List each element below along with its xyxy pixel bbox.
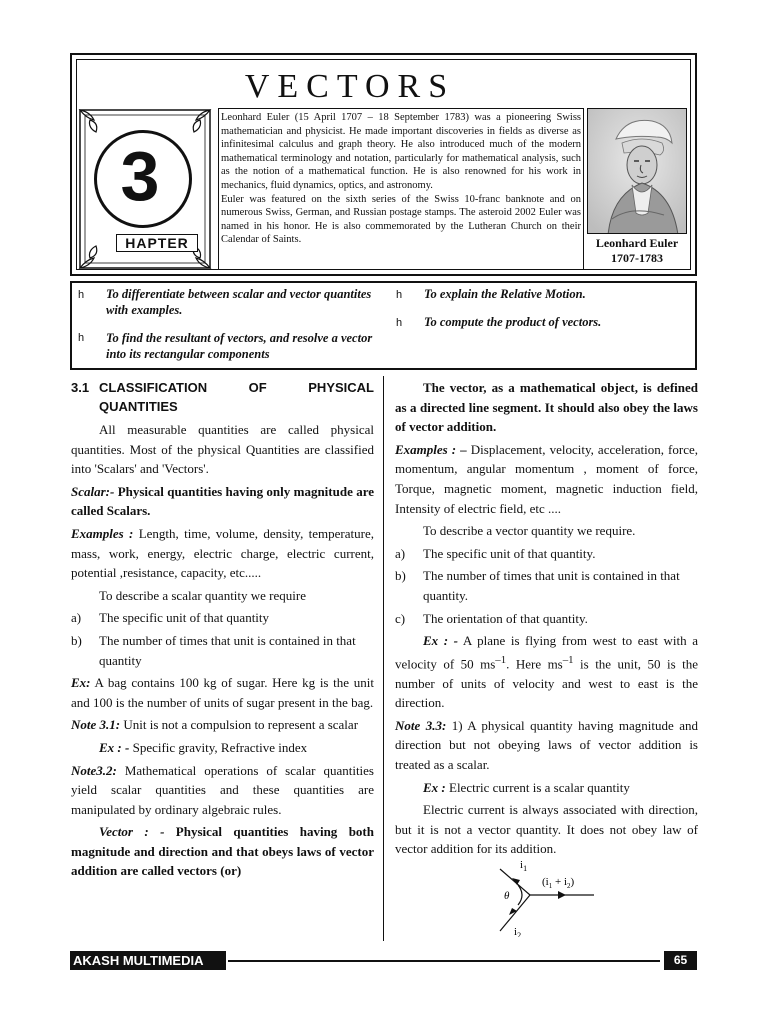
note-3-2: Note3.2: Mathematical operations of scalar quantities yield scalar quantities and these quantities are manipulated by ordinary algebraic rules. (71, 762, 374, 817)
objective-bullet: h (78, 332, 85, 344)
scalar-examples: Examples : Length, time, volume, density, temperature, mass, work, energy, electric charge, electric current, potential ,resistance, capacity, etc..... (71, 525, 374, 581)
publisher-label: AKASH MULTIMEDIA (70, 951, 226, 970)
column-divider (383, 376, 384, 941)
scalar-definition: Scalar:- Physical quantities having only magnitude are called Scalars. (71, 483, 374, 519)
bio-paragraph-1: Leonhard Euler (15 April 1707 – 18 September 1783) was a pioneering Swiss mathematician and physicist. He made important discoveries in fields as diverse as infinitesimal calculus and graph theory. He also introduced much of the modern mathematical terminology and notation, particularly for mathematical analysis, such as the notion of a mathematical function. He is also renowned for his work in mechanics, fluid dynamics, optics, and astronomy. (221, 112, 581, 191)
portrait-illustration (588, 109, 687, 234)
caption-name: Leonhard Euler (595, 236, 679, 250)
objective-1: To differentiate between scalar and vector quantites with examples. (106, 287, 372, 317)
intro-paragraph: All measurable quantities are called physical quantities. Most of the physical Quantities are classified into 'Scalars' and 'Vectors'. (71, 422, 374, 477)
list-item: b) The number of times that unit is contained in that quantity. (395, 568, 680, 603)
objective-4: To compute the product of vectors. (424, 315, 602, 329)
objective-bullet: h (396, 317, 403, 329)
note-3-1-example: Ex : - Specific gravity, Refractive index (99, 739, 308, 755)
list-item: a) The specific unit of that quantity. (395, 545, 596, 561)
caption-years: 1707-1783 (611, 251, 663, 265)
chapter-title: VECTORS (244, 68, 456, 105)
arrow-i1 (512, 878, 520, 885)
objective-bullet: h (78, 289, 85, 301)
objective-3: To explain the Relative Motion. (424, 287, 586, 301)
euler-biography (218, 108, 584, 270)
electric-current-paragraph: Electric current is always associated with direction, but it is not a vector quantity. It does not obey law of vector addition for its addition. (395, 802, 698, 857)
chapter-label: HAPTER (116, 234, 198, 252)
page-number: 65 (664, 951, 697, 970)
label-i2: $i_2$ (514, 926, 522, 937)
label-sum: $(i_1 + i_2)$ (542, 876, 575, 890)
chapter-number: 3 (120, 137, 160, 215)
objective-bullet: h (396, 289, 403, 301)
vector-describe: To describe a vector quantity we require. (423, 523, 636, 539)
label-theta: θ (504, 890, 510, 902)
scalar-example-bag: Ex: A bag contains 100 kg of sugar. Here kg is the unit and 100 is the number of units of sugar present in the bag. (71, 675, 374, 710)
note-3-3: Note 3.3: 1) A physical quantity having magnitude and direction but not obeying laws of vector addition is treated as a scalar. (395, 717, 698, 773)
list-item: a) The specific unit of that quantity (71, 610, 270, 626)
footer-rule (228, 960, 660, 962)
vector-example-plane: Ex : - A plane is flying from west to east with a velocity of 50 $ms^{-1}$. Here $ms^{-1}$ is the unit, 50 is the number of units of velocity and west to east is the direction. (395, 633, 698, 711)
arrow-resultant (558, 891, 566, 899)
section-number: 3.1 (71, 380, 90, 395)
list-item: b) The number of times that unit is contained in that quantity (71, 632, 356, 668)
bio-paragraph-2: Euler was featured on the sixth series of the Swiss 10-franc banknote and on numerous Swiss, German, and Russian postage stamps. The asteroid 2002 Euler was named in his honor. He is also commemorated by the Lutheran Church on their Calendar of Saints. (221, 193, 581, 246)
left-column (71, 378, 374, 884)
objective-2: To find the resultant of vectors, and resolve a vector into its rectangular components (106, 331, 373, 361)
section-title: CLASSIFICATION OF PHYSICAL QUANTITIES (99, 380, 374, 414)
vector-examples: Examples : – Displacement, velocity, acceleration, force, momentum, angular momentum , moment of force, Torque, magnetic moment, magnetic induction field, Intensity of electric field, etc .... (395, 441, 698, 516)
right-column (395, 378, 698, 862)
vector-definition: Vector : - Physical quantities having both magnitude and direction and that obeys laws of vector addition are called vectors (or) (71, 824, 374, 879)
arrow-i2 (509, 908, 517, 915)
note-3-3-example: Ex : Electric current is a scalar quantity (423, 779, 630, 795)
list-item: c) The orientation of that quantity. (395, 610, 588, 626)
portrait-caption (587, 236, 687, 266)
current-junction-diagram (482, 855, 622, 937)
euler-portrait (587, 108, 687, 234)
label-i1: $i_1$ (520, 859, 528, 873)
scalar-describe: To describe a scalar quantity we require (99, 587, 306, 603)
vector-math-definition: The vector, as a mathematical object, is defined as a directed line segment. It should also obey the laws of vector addition. (395, 380, 698, 435)
note-3-1: Note 3.1: Unit is not a compulsion to represent a scalar (71, 717, 359, 733)
section-heading (71, 378, 374, 416)
